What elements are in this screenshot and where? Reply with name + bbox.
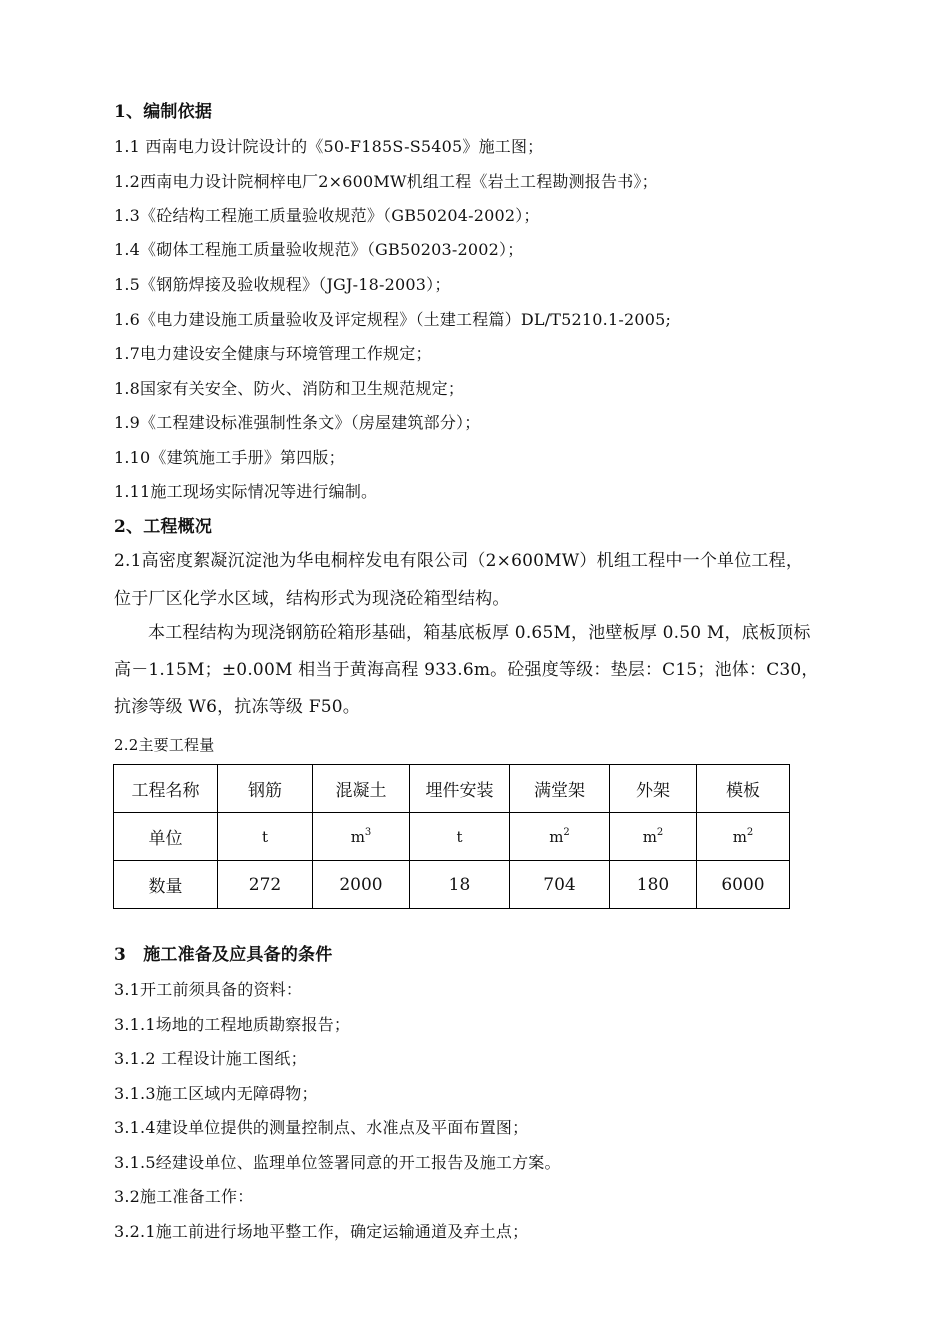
prep-item: 3.1.2 工程设计施工图纸； (114, 1049, 307, 1068)
overview-line: 位于厂区化学水区域，结构形式为现浇砼箱型结构。 (114, 589, 510, 609)
prep-item: 3.2.1施工前进行场地平整工作，确定运输通道及弃土点； (114, 1222, 529, 1241)
section-2-title: 2、工程概况 (114, 517, 213, 537)
header-cell: 埋件安装 (410, 765, 510, 813)
unit-cell: $m^2$ (610, 813, 697, 861)
overview-line: 2.1高密度絮凝沉淀池为华电桐梓发电有限公司（2×600MW）机组工程中一个单位工程， (114, 551, 804, 571)
quantity-cell: 180 (610, 861, 697, 909)
basis-item: 1.2西南电力设计院桐梓电厂2×600MW机组工程《岩土工程勘测报告书》； (114, 172, 658, 191)
unit-cell: $m^2$ (510, 813, 610, 861)
header-cell: 混凝土 (313, 765, 410, 813)
basis-item: 1.1 西南电力设计院设计的《50-F185S-S5405》施工图； (114, 137, 544, 156)
quantity-cell: 6000 (697, 861, 790, 909)
quantity-cell: 2000 (313, 861, 410, 909)
overview-line: 高－1.15M；±0.00M 相当于黄海高程 933.6m。砼强度等级：垫层：C15；池体：C30， (114, 660, 819, 680)
row-label: 数量 (114, 861, 218, 909)
header-cell: 外架 (610, 765, 697, 813)
quantities-title: 2.2主要工程量 (114, 736, 215, 754)
basis-item: 1.10《建筑施工手册》第四版； (114, 448, 345, 467)
basis-item: 1.4《砌体工程施工质量验收规范》（GB50203-2002）； (114, 240, 524, 259)
prep-item: 3.1开工前须具备的资料： (114, 980, 303, 999)
basis-item: 1.5《钢筋焊接及验收规程》（JGJ-18-2003）； (114, 275, 451, 294)
basis-item: 1.11施工现场实际情况等进行编制。 (114, 482, 378, 501)
table-header-row (114, 765, 790, 813)
header-cell: 工程名称 (114, 765, 218, 813)
section-3-title: 3 施工准备及应具备的条件 (114, 945, 333, 965)
basis-item: 1.6《电力建设施工质量验收及评定规程》（土建工程篇）DL/T5210.1-2005; (114, 310, 672, 329)
table-row-unit (114, 813, 790, 861)
prep-item: 3.1.4建设单位提供的测量控制点、水准点及平面布置图； (114, 1118, 529, 1137)
basis-item: 1.3《砼结构工程施工质量验收规范》（GB50204-2002）； (114, 206, 540, 225)
basis-item: 1.8国家有关安全、防火、消防和卫生规范规定； (114, 379, 465, 398)
header-cell: 钢筋 (218, 765, 313, 813)
basis-item: 1.7电力建设安全健康与环境管理工作规定； (114, 344, 432, 363)
header-cell: 模板 (697, 765, 790, 813)
prep-item: 3.2施工准备工作： (114, 1187, 254, 1206)
section-1-title: 1、编制依据 (114, 102, 213, 122)
quantity-cell: 704 (510, 861, 610, 909)
unit-cell: $m^3$ (313, 813, 410, 861)
quantity-cell: 272 (218, 861, 313, 909)
prep-item: 3.1.5经建设单位、监理单位签署同意的开工报告及施工方案。 (114, 1153, 561, 1172)
quantity-cell: 18 (410, 861, 510, 909)
quantities-table (113, 764, 790, 909)
header-cell: 满堂架 (510, 765, 610, 813)
basis-item: 1.9《工程建设标准强制性条文》（房屋建筑部分）； (114, 413, 481, 432)
table-row-quantity (114, 861, 790, 909)
prep-item: 3.1.1场地的工程地质勘察报告； (114, 1015, 351, 1034)
overview-line: 本工程结构为现浇钢筋砼箱形基础，箱基底板厚 0.65M，池壁板厚 0.50 M，底板顶标 (148, 623, 811, 643)
unit-cell: t (218, 813, 313, 861)
unit-cell: $m^2$ (697, 813, 790, 861)
unit-cell: t (410, 813, 510, 861)
row-label: 单位 (114, 813, 218, 861)
prep-item: 3.1.3施工区域内无障碍物； (114, 1084, 318, 1103)
overview-line: 抗渗等级 W6，抗冻等级 F50。 (114, 697, 360, 717)
